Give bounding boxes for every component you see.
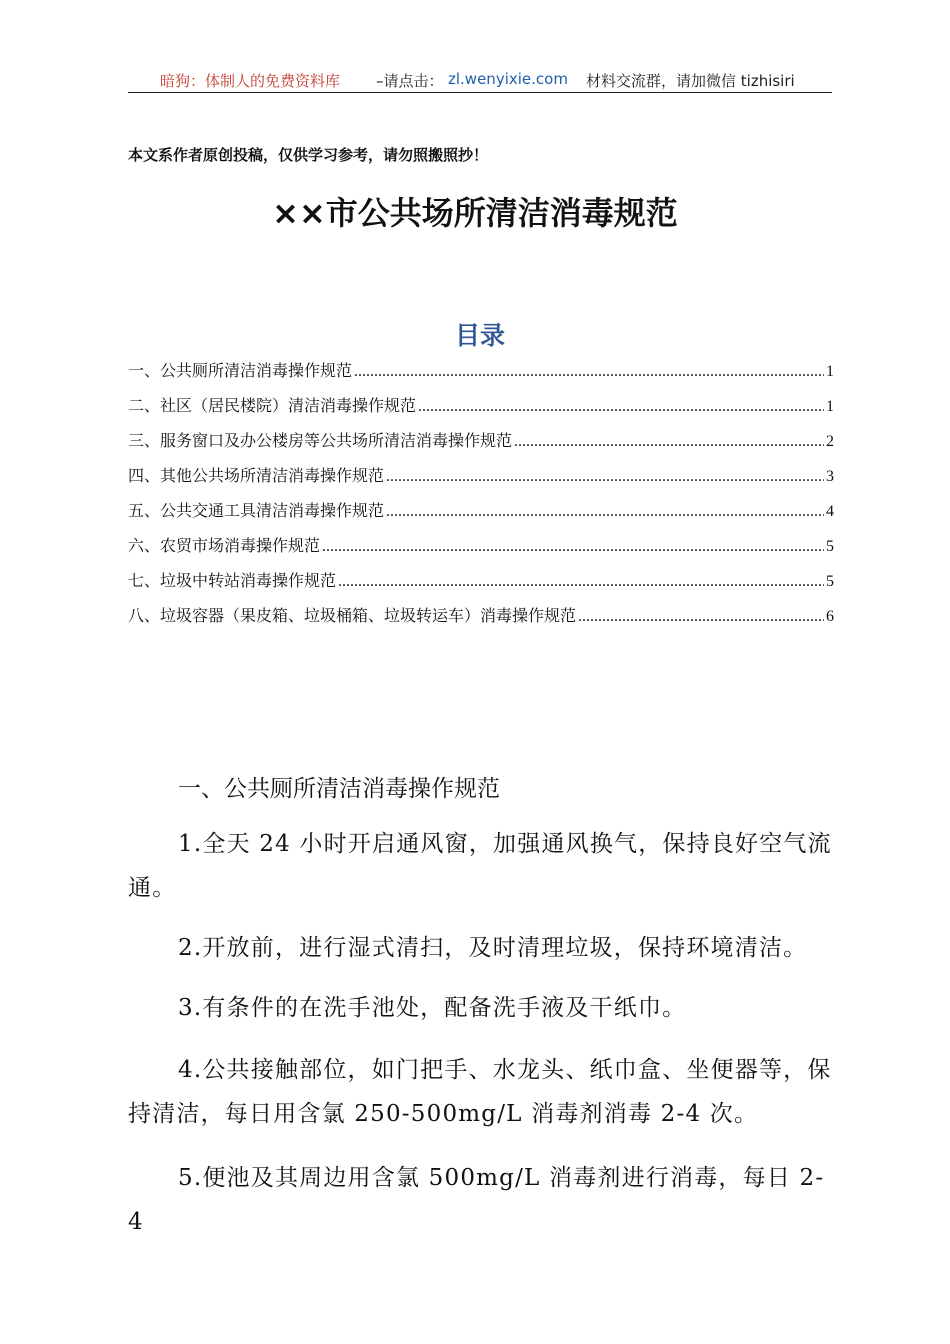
header-prompt: –请点击：: [376, 72, 444, 90]
toc-item[interactable]: [128, 556, 834, 591]
toc-item-label: 七、垃圾中转站消毒操作规范: [128, 571, 337, 590]
toc-leader: [514, 433, 824, 451]
toc-item[interactable]: [128, 381, 834, 416]
toc-item[interactable]: [128, 486, 834, 521]
toc-leader: [338, 573, 824, 591]
toc-item-label: 一、公共厕所清洁消毒操作规范: [128, 361, 353, 380]
section-heading: 一、公共厕所清洁消毒操作规范: [178, 776, 500, 802]
toc-leader: [386, 503, 824, 521]
toc-item-page: 6: [826, 608, 834, 625]
toc-item-page: 5: [826, 538, 834, 555]
toc-item-page: 4: [826, 503, 834, 520]
toc-item-label: 四、其他公共场所清洁消毒操作规范: [128, 466, 385, 485]
toc-item-page: 1: [826, 363, 834, 380]
header-url-link[interactable]: zl.wenyixie.com: [448, 70, 568, 88]
document-title: ××市公共场所清洁消毒规范: [272, 194, 678, 232]
paragraph: [128, 822, 832, 910]
toc-leader: [418, 398, 824, 416]
toc-item[interactable]: [128, 591, 834, 626]
toc-item-page: 1: [826, 398, 834, 415]
paragraph: [128, 986, 832, 1030]
toc-leader: [578, 608, 824, 626]
toc-leader: [354, 363, 824, 381]
toc-leader: [386, 468, 824, 486]
toc-item-label: 二、社区（居民楼院）清洁消毒操作规范: [128, 396, 417, 415]
toc-item[interactable]: [128, 451, 834, 486]
paragraph-text: 1.全天 24 小时开启通风窗，加强通风换气，保持良好空气流通。: [128, 831, 832, 901]
page-header: [128, 68, 832, 93]
copyright-notice: 本文系作者原创投稿，仅供学习参考，请勿照搬照抄！: [128, 146, 489, 164]
toc-item-label: 八、垃圾容器（果皮箱、垃圾桶箱、垃圾转运车）消毒操作规范: [128, 606, 577, 625]
toc-item-label: 三、服务窗口及办公楼房等公共场所清洁消毒操作规范: [128, 431, 513, 450]
header-brand: 暗狗：体制人的免费资料库: [160, 72, 341, 90]
paragraph-text: 4.公共接触部位，如门把手、水龙头、纸巾盒、坐便器等，保持清洁，每日用含氯 250-500mg/L 消毒剂消毒 2-4 次。: [128, 1057, 832, 1127]
paragraph-text: 3.有条件的在洗手池处，配备洗手液及干纸巾。: [178, 995, 687, 1021]
toc-item-label: 五、公共交通工具清洁消毒操作规范: [128, 501, 385, 520]
paragraph-text: 5.便池及其周边用含氯 500mg/L 消毒剂进行消毒，每日 2-4: [128, 1165, 825, 1235]
table-of-contents: [128, 346, 834, 626]
toc-leader: [322, 538, 824, 556]
toc-item[interactable]: [128, 346, 834, 381]
toc-item[interactable]: [128, 521, 834, 556]
toc-item[interactable]: [128, 416, 834, 451]
toc-item-label: 六、农贸市场消毒操作规范: [128, 536, 321, 555]
paragraph: [128, 1156, 832, 1244]
toc-item-page: 2: [826, 433, 834, 450]
toc-item-page: 5: [826, 573, 834, 590]
paragraph: [128, 1048, 832, 1136]
paragraph-text: 2.开放前，进行湿式清扫，及时清理垃圾，保持环境清洁。: [178, 935, 808, 961]
paragraph: [128, 926, 832, 970]
toc-item-page: 3: [826, 468, 834, 485]
toc-heading: 目录: [454, 321, 505, 350]
header-group-info: 材料交流群，请加微信 tizhisiri: [586, 72, 795, 90]
